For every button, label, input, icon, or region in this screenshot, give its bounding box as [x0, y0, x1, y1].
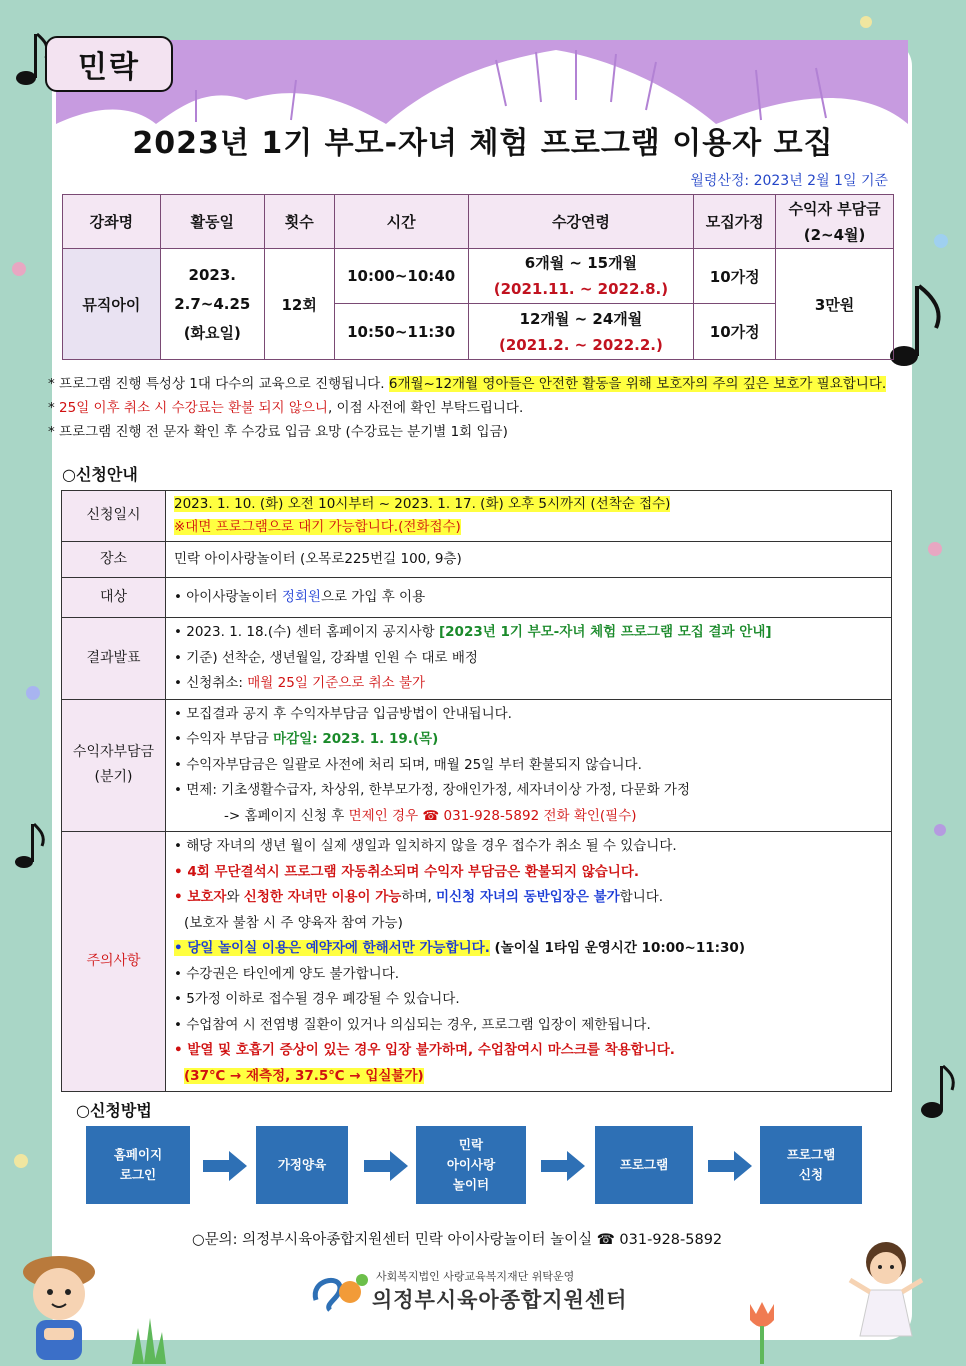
fee-value: • 모집결과 공지 후 수익자부담금 입금방법이 안내됩니다. • 수익자 부담금 마감일: 2023. 1. 19.(목) • 수익자부담금은 일괄로 사전에 처리 되며, 매월 25일 부터 환불되지 않습니다. • 면제: 기초생활수급자, 차상위, 한부모가정, 장애인가정, 세자녀이상 가정, 다문화 가정 -> 홈페이지 신청 후 면제인 경우 ☎ 031-928-5892 전화 확인(필수) [166, 699, 892, 832]
table-row [62, 491, 892, 542]
row-label: 신청일시 [62, 491, 166, 542]
decor-dot [934, 824, 946, 836]
table-header: 수강연령 [468, 195, 694, 249]
course-count: 12회 [264, 249, 334, 360]
caution-value: • 해당 자녀의 생년 월이 실제 생일과 일치하지 않을 경우 접수가 취소 될 수 있습니다. • 4회 무단결석시 프로그램 자동취소되며 수익자 부담금은 환불되지 않습니다. • 보호자와 신청한 자녀만 이용이 가능하며, 미신청 자녀의 동반입장은 불가합니다. (보호자 불참 시 주 양육자 참여 가능) • 당일 놀이실 이용은 예약자에 한해서만 가능합니다. (놀이실 1타임 운영시간 10:00~11:30) • 수강권은 타인에게 양도 불가합니다. • 5가정 이하로 접수될 경우 폐강될 수 있습니다. • 수업참여 시 전염병 질환이 있거나 의심되는 경우, 프로그램 입장이 제한됩니다. • 발열 및 호흡기 증상이 있는 경우 입장 불가하며, 수업참여시 마스크를 착용합니다. (37℃ → 재측정, 37.5℃ → 입실불가) [166, 832, 892, 1092]
decor-dot [860, 16, 872, 28]
org-logo: 사회복지법인 사랑교육복지재단 위탁운영 의정부시육아종합지원센터 [310, 1268, 627, 1314]
notes-section [48, 372, 886, 444]
decor-dot [928, 542, 942, 556]
session-families: 10가정 [694, 249, 776, 304]
row-label: 결과발표 [62, 618, 166, 700]
decor-dot [12, 262, 26, 276]
table-row [62, 699, 892, 832]
table-header: 횟수 [264, 195, 334, 249]
step-box: 가정양육 [256, 1126, 348, 1204]
arrow-right-icon [203, 1151, 247, 1181]
music-note-icon [14, 820, 48, 870]
table-header: 활동일 [160, 195, 264, 249]
table-row [62, 618, 892, 700]
note-item: * 25일 이후 취소 시 수강료는 환불 되지 않으니, 이점 사전에 확인 부탁드립니다. [48, 400, 524, 416]
table-row [62, 542, 892, 578]
info-table [61, 490, 892, 1092]
note-item: * 프로그램 진행 전 문자 확인 후 수강료 입금 요망 (수강료는 분기별 1회 입금) [48, 424, 508, 440]
page-title: 2023년 1기 부모-자녀 체험 프로그램 이용자 모집 [132, 126, 834, 161]
table-header: 수익자 부담금 (2~4월) [776, 195, 894, 249]
session-age: 12개월 ~ 24개월 (2021.2. ~ 2022.2.) [468, 304, 694, 360]
step-box: 프로그램 신청 [760, 1126, 862, 1204]
badge-label: 민락 [45, 36, 173, 92]
table-header: 강좌명 [63, 195, 161, 249]
section-title-apply: ○신청안내 [62, 465, 138, 484]
arrow-right-icon [541, 1151, 585, 1181]
target-value: • 아이사랑놀이터 정회원으로 가입 후 이용 [166, 578, 892, 618]
table-row [63, 249, 894, 304]
table-row [62, 832, 892, 1092]
row-label: 대상 [62, 578, 166, 618]
session-time: 10:00~10:40 [334, 249, 468, 304]
decor-dot [26, 686, 40, 700]
step-box: 홈페이지 로그인 [86, 1126, 190, 1204]
table-header: 시간 [334, 195, 468, 249]
session-age: 6개월 ~ 15개월 (2021.11. ~ 2022.8.) [468, 249, 694, 304]
row-label: 수익자부담금 (분기) [62, 699, 166, 832]
girl-illustration [846, 1240, 926, 1350]
period-value: 2023. 1. 10. (화) 오전 10시부터 ~ 2023. 1. 17. (화) 오후 5시까지 (선착순 접수) ※대면 프로그램으로 대기 가능합니다.(전화접수) [166, 491, 892, 542]
row-label: 주의사항 [62, 832, 166, 1092]
table-row [62, 578, 892, 618]
note-item: * 프로그램 진행 특성상 1대 다수의 교육으로 진행됩니다. 6개월~12개월 영아들은 안전한 활동을 위해 보호자의 주의 깊은 보호가 필요합니다. [48, 376, 887, 392]
course-name: 뮤직아이 [63, 249, 161, 360]
course-dates: 2023. 2.7~4.25 (화요일) [160, 249, 264, 360]
basis-date: 월령산정: 2023년 2월 1일 기준 [690, 173, 888, 189]
step-box: 민락 아이사랑 놀이터 [416, 1126, 526, 1204]
program-table [62, 194, 894, 360]
result-value: • 2023. 1. 18.(수) 센터 홈페이지 공지사항 [2023년 1기 부모-자녀 체험 프로그램 모집 결과 안내] • 기준) 선착순, 생년월일, 강좌별 인원 수 대로 배정 • 신청취소: 매월 25일 기준으로 취소 불가 [166, 618, 892, 700]
arrow-right-icon [708, 1151, 752, 1181]
session-time: 10:50~11:30 [334, 304, 468, 360]
tulip-decoration [744, 1300, 780, 1364]
boy-illustration [14, 1250, 104, 1366]
grass-decoration [128, 1318, 168, 1364]
place-value: 민락 아이사랑놀이터 (오목로225번길 100, 9층) [166, 542, 892, 578]
music-note-icon [918, 1060, 958, 1120]
table-header-row [63, 195, 894, 249]
section-title-method: ○신청방법 [76, 1101, 152, 1120]
music-note-icon [888, 280, 948, 370]
arrow-right-icon [364, 1151, 408, 1181]
contact-info: ○문의: 의정부시육아종합지원센터 민락 아이사랑놀이터 놀이실 ☎ 031-928-5892 [192, 1232, 723, 1248]
decor-dot [14, 1154, 28, 1168]
decor-dot [934, 234, 948, 248]
course-fee: 3만원 [776, 249, 894, 360]
logo-icon [310, 1270, 370, 1314]
table-header: 모집가정 [694, 195, 776, 249]
step-box: 프로그램 [595, 1126, 693, 1204]
session-families: 10가정 [694, 304, 776, 360]
row-label: 장소 [62, 542, 166, 578]
